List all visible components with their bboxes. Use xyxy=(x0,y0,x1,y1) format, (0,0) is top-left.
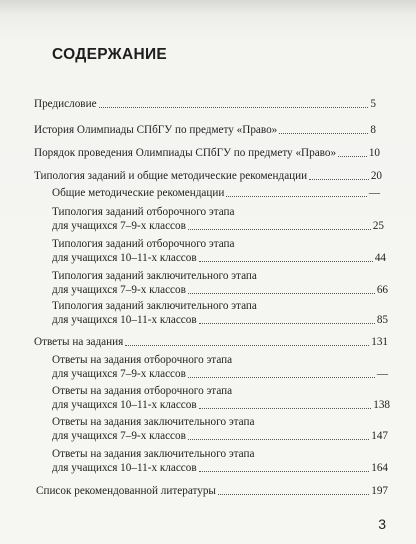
toc-entry[interactable] xyxy=(52,187,380,200)
toc-heading: СОДЕРЖАНИЕ xyxy=(52,46,168,63)
toc-entry-title: для учащихся 7–9-х классов xyxy=(52,368,186,380)
toc-leader xyxy=(309,179,369,180)
toc-entry[interactable] xyxy=(52,314,388,327)
toc-entry[interactable] xyxy=(52,399,390,412)
toc-leader xyxy=(199,323,375,324)
toc-entry-title: История Олимпиады СПбГУ по предмету «Право» xyxy=(34,124,278,136)
toc-entry-page: 25 xyxy=(372,220,384,232)
toc-entry-page: 131 xyxy=(371,336,388,348)
toc-entry[interactable] xyxy=(52,252,386,265)
toc-leader xyxy=(188,229,371,230)
toc-entry-title-line1: Ответы на задания заключительного этапа xyxy=(52,416,255,428)
toc-entry-page: 164 xyxy=(371,462,388,474)
toc-entry-title-line1: Ответы на задания отборочного этапа xyxy=(52,354,233,366)
toc-entry[interactable] xyxy=(34,336,388,349)
toc-entry-page: — xyxy=(368,187,380,199)
toc-entry-title: Ответы на задания xyxy=(34,336,124,348)
toc-entry-page: 66 xyxy=(376,284,388,296)
toc-entry[interactable] xyxy=(52,284,388,297)
toc-entry-page: 44 xyxy=(374,252,386,264)
toc-entry-page: 10 xyxy=(368,147,380,159)
toc-entry-title: Порядок проведения Олимпиады СПбГУ по предмету «Право» xyxy=(34,147,337,159)
toc-leader xyxy=(188,293,375,294)
toc-entry-title-line1: Типология заданий заключительного этапа xyxy=(52,300,257,312)
toc-leader xyxy=(338,156,367,157)
toc-entry-page: — xyxy=(376,368,388,380)
toc-leader xyxy=(125,345,369,346)
toc-entry-title: Предисловие xyxy=(34,98,97,110)
page-edge-shadow xyxy=(0,0,416,14)
toc-entry-title: Общие методические рекомендации xyxy=(52,187,225,199)
toc-entry-page: 5 xyxy=(370,98,376,110)
toc-entry-page: 138 xyxy=(373,399,390,411)
toc-entry-title-line1: Типология заданий отборочного этапа xyxy=(52,206,235,218)
toc-leader xyxy=(279,133,368,134)
toc-entry[interactable] xyxy=(52,220,384,233)
toc-entry[interactable] xyxy=(52,462,388,475)
toc-entry[interactable] xyxy=(34,147,380,160)
toc-entry-page: 8 xyxy=(370,124,376,136)
toc-entry-page: 197 xyxy=(371,485,388,497)
toc-entry-title: для учащихся 10–11-х классов xyxy=(52,252,197,264)
toc-entry-title: для учащихся 10–11-х классов xyxy=(52,462,197,474)
toc-leader xyxy=(199,408,372,409)
toc-entry-title: Типология заданий и общие методические рекомендации xyxy=(34,170,308,182)
toc-leader xyxy=(199,261,373,262)
toc-entry-title: Список рекомендованной литературы xyxy=(36,485,216,497)
toc-entry-title: для учащихся 10–11-х классов xyxy=(52,399,197,411)
toc-entry[interactable] xyxy=(34,170,382,183)
toc-entry[interactable] xyxy=(34,124,376,137)
toc-leader xyxy=(188,439,369,440)
toc-entry-title: для учащихся 7–9-х классов xyxy=(52,220,186,232)
toc-entry-title-line1: Ответы на задания заключительного этапа xyxy=(52,448,255,460)
toc-leader xyxy=(99,107,369,108)
page-number: 3 xyxy=(378,516,386,532)
toc-leader xyxy=(199,471,370,472)
toc-entry[interactable] xyxy=(34,98,376,111)
toc-entry-page: 20 xyxy=(370,170,382,182)
toc-leader xyxy=(188,377,375,378)
toc-entry-title-line1: Ответы на задания отборочного этапа xyxy=(52,385,233,397)
toc-leader xyxy=(218,494,369,495)
toc-entry-title: для учащихся 10–11-х классов xyxy=(52,314,197,326)
toc-leader xyxy=(226,196,366,197)
toc-entry[interactable] xyxy=(36,485,388,498)
toc-entry[interactable] xyxy=(52,430,388,443)
toc-entry-title-line1: Типология заданий заключительного этапа xyxy=(52,270,257,282)
toc-entry-title: для учащихся 7–9-х классов xyxy=(52,284,186,296)
toc-entry-title: для учащихся 7–9-х классов xyxy=(52,430,186,442)
toc-entry[interactable] xyxy=(52,368,388,381)
toc-entry-page: 85 xyxy=(376,314,388,326)
toc-entry-title-line1: Типология заданий отборочного этапа xyxy=(52,238,235,250)
toc-entry-page: 147 xyxy=(371,430,388,442)
